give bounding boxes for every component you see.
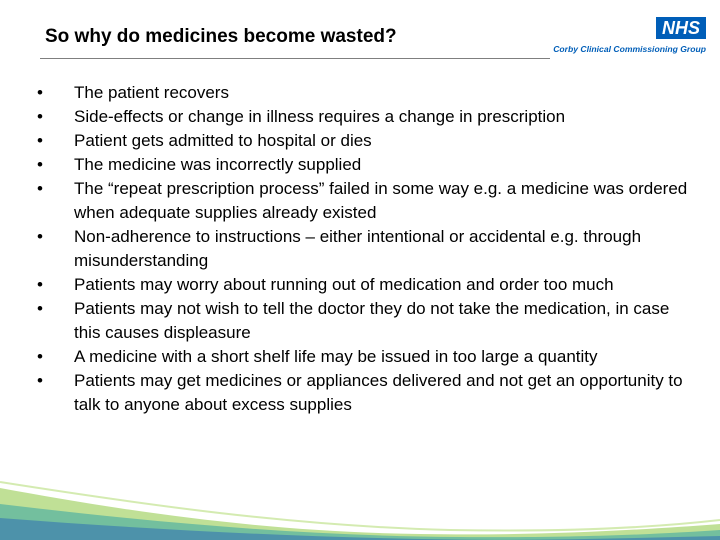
bullet-text: Non-adherence to instructions – either intentional or accidental e.g. through misunderstanding [74,227,642,270]
bullet-item [30,153,690,177]
organization-logo [553,17,710,61]
bullet-marker: • [37,179,43,198]
bullet-marker: • [37,275,43,294]
bullet-marker: • [37,371,43,390]
bullet-text: Patients may not wish to tell the doctor they do not take the medication, in case this causes displeasure [74,299,670,342]
bullet-item [30,225,690,273]
slide-title: So why do medicines become wasted? [45,26,397,47]
organization-name: Corby Clinical Commissioning Group [553,44,706,54]
bullet-marker: • [37,83,43,102]
bullet-text: A medicine with a short shelf life may be issued in too large a quantity [74,347,598,366]
bullet-text: Patients may get medicines or appliances delivered and not get an opportunity to talk to anyone about excess supplies [74,371,683,414]
decorative-bottom-wave [0,460,720,540]
bullet-marker: • [37,299,43,318]
bullet-item [30,273,690,297]
bullet-text: The patient recovers [74,83,229,102]
bullet-item [30,369,690,417]
bullet-item [30,345,690,369]
bullet-text: Side-effects or change in illness requires a change in prescription [74,107,566,126]
bullet-text: The medicine was incorrectly supplied [74,155,362,174]
bullet-marker: • [37,107,43,126]
bullet-item [30,129,690,153]
title-divider [40,58,550,59]
bullet-marker: • [37,155,43,174]
bullet-item [30,81,690,105]
bullet-text: Patients may worry about running out of medication and order too much [74,275,614,294]
bullet-marker: • [37,347,43,366]
bullet-text: Patient gets admitted to hospital or dies [74,131,372,150]
bullet-text: The “repeat prescription process” failed in some way e.g. a medicine was ordered when adequate supplies already existed [74,179,688,222]
bullet-marker: • [37,227,43,246]
bullet-marker: • [37,131,43,150]
bullet-item [30,297,690,345]
bullet-item [30,177,690,225]
reasons-bullet-list [30,81,690,417]
bullet-item [30,105,690,129]
nhs-logo-badge: NHS [656,17,706,39]
